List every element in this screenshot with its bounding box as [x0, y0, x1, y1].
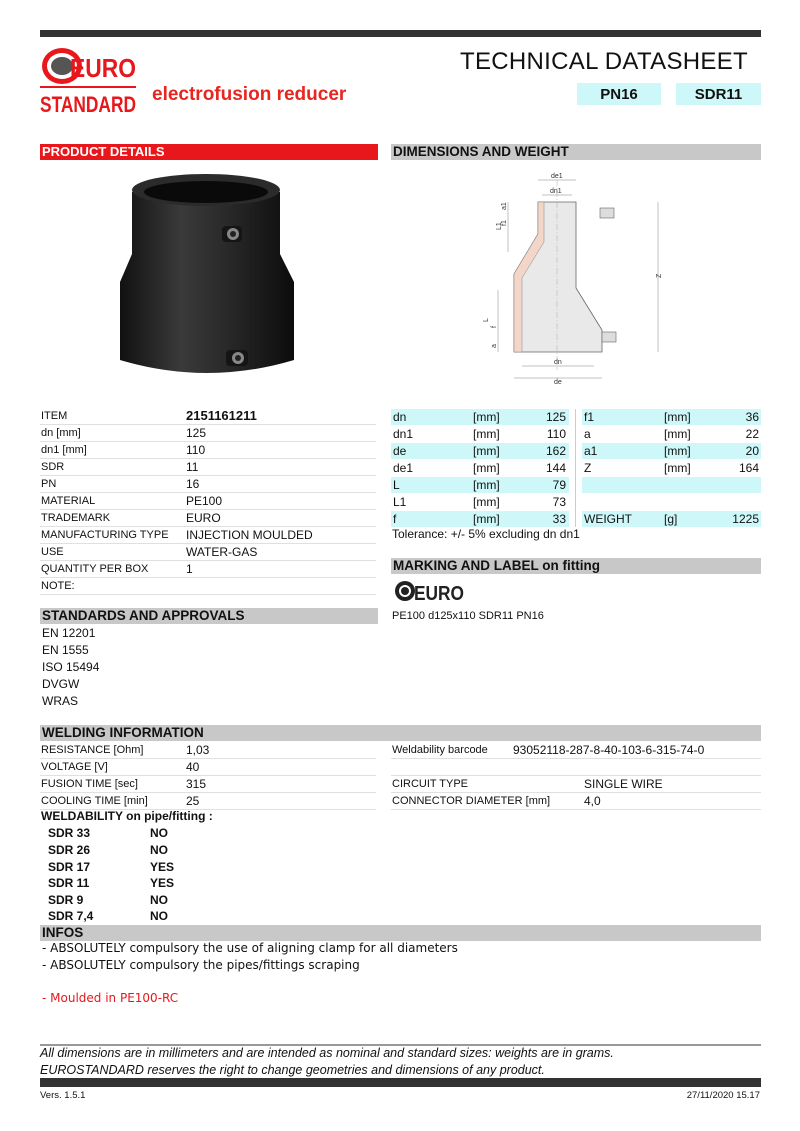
standard-item: ISO 15494	[42, 660, 100, 674]
drawing-label-L: L	[483, 318, 490, 322]
standard-item: EN 1555	[42, 643, 89, 657]
weldability-result: YES	[150, 860, 175, 874]
weldability-sdr: SDR 33	[48, 826, 91, 840]
table-row	[40, 442, 376, 459]
weldability-sdr: SDR 7,4	[48, 909, 94, 923]
item-code: 2151161211	[186, 408, 257, 423]
drawing-label-dn: dn	[554, 359, 562, 366]
dimension-row: L [mm] 79	[391, 477, 569, 493]
info-red-line: - Moulded in PE100-RC	[42, 991, 179, 1005]
document-title: TECHNICAL DATASHEET	[460, 48, 748, 75]
table-row	[40, 476, 376, 493]
row-label: QUANTITY PER BOX	[41, 563, 149, 575]
info-line: - ABSOLUTELY compulsory the use of aligning clamp for all diameters	[42, 941, 458, 955]
dimension-row: dn [mm] 125	[391, 409, 569, 425]
dimensions-header: DIMENSIONS AND WEIGHT	[391, 144, 761, 160]
weldability-sdr: SDR 11	[48, 876, 90, 890]
weldability-result: YES	[150, 876, 175, 890]
drawing-label-f1: f1	[501, 220, 508, 226]
euro-mark-logo	[394, 578, 466, 604]
dimension-row: de [mm] 162	[391, 443, 569, 459]
row-value: 16	[186, 477, 200, 491]
table-row	[40, 425, 376, 442]
pn-badge: PN16	[577, 83, 661, 105]
product-photo	[118, 164, 296, 382]
welding-row-empty	[391, 759, 761, 776]
welding-row: COOLING TIME [min] 25	[40, 793, 376, 810]
drawing-label-L1: L1	[496, 222, 503, 230]
row-value: 110	[186, 443, 206, 457]
product-subtitle: electrofusion reducer	[152, 84, 347, 105]
tolerance-note: Tolerance: +/- 5% excluding dn dn1	[392, 527, 580, 541]
row-label: ITEM	[41, 410, 68, 422]
drawing-label-de1: de1	[551, 173, 563, 180]
table-row	[40, 527, 376, 544]
svg-text:EURO: EURO	[414, 583, 464, 605]
welding-header: WELDING INFORMATION	[40, 725, 761, 741]
product-details-header: PRODUCT DETAILS	[40, 144, 378, 160]
row-label: dn [mm]	[41, 427, 81, 439]
standards-header: STANDARDS AND APPROVALS	[40, 608, 378, 624]
drawing-label-a1: a1	[501, 202, 508, 210]
dimension-row: L1 [mm] 73	[393, 495, 566, 509]
drawing-label-f: f	[491, 326, 498, 328]
row-label: TRADEMARK	[41, 512, 111, 524]
drawing-label-dn1: dn1	[550, 188, 562, 195]
drawing-label-a: a	[491, 344, 498, 348]
row-label: SDR	[41, 461, 65, 473]
top-bar	[40, 30, 761, 37]
dimension-drawing	[468, 170, 668, 388]
dimension-row-empty	[582, 494, 761, 510]
welding-row: Weldability barcode 93052118-287-8-40-103-6-315-74-0	[391, 742, 761, 759]
weldability-sdr: SDR 17	[48, 860, 91, 874]
welding-row: FUSION TIME [sec] 315	[40, 776, 376, 793]
column-divider	[575, 409, 576, 527]
row-label: MATERIAL	[41, 495, 96, 507]
dimension-row: a [mm] 22	[584, 427, 759, 441]
footer-note-1: All dimensions are in millimeters and are intended as nominal and standard sizes: weights are in grams.	[40, 1046, 614, 1060]
dimensions-table	[391, 409, 761, 527]
weldability-sdr: SDR 9	[48, 893, 84, 907]
svg-text:EURO: EURO	[70, 53, 136, 83]
svg-text:STANDARD: STANDARD	[40, 92, 136, 117]
row-value: 1	[186, 562, 193, 576]
row-value: 125	[186, 426, 207, 440]
row-label: USE	[41, 546, 64, 558]
table-row	[40, 408, 376, 425]
sdr-badge: SDR11	[676, 83, 761, 105]
table-row	[40, 510, 376, 527]
weldability-result: NO	[150, 826, 168, 840]
table-row	[40, 561, 376, 578]
info-line: - ABSOLUTELY compulsory the pipes/fittings scraping	[42, 958, 360, 972]
table-row	[40, 544, 376, 561]
bottom-bar	[40, 1078, 761, 1087]
dimension-row: f1 [mm] 36	[584, 410, 759, 424]
row-label: PN	[41, 478, 57, 490]
standard-item: EN 12201	[42, 626, 96, 640]
marking-text: PE100 d125x110 SDR11 PN16	[392, 610, 544, 622]
eurostandard-logo	[40, 44, 140, 117]
table-row	[40, 578, 376, 595]
marking-header: MARKING AND LABEL on fitting	[391, 558, 761, 574]
welding-row: CONNECTOR DIAMETER [mm] 4,0	[391, 793, 761, 810]
row-value: INJECTION MOULDED	[186, 528, 313, 542]
row-label: NOTE:	[41, 580, 75, 592]
standard-item: DVGW	[42, 677, 80, 691]
welding-row: VOLTAGE [V] 40	[40, 759, 376, 776]
weldability-result: NO	[150, 843, 168, 857]
dimension-row-empty	[582, 477, 761, 493]
dimension-row: Z [mm] 164	[584, 461, 759, 475]
row-value: PE100	[186, 494, 223, 508]
infos-header: INFOS	[40, 925, 761, 941]
row-label: MANUFACTURING TYPE	[41, 529, 169, 541]
row-value: EURO	[186, 511, 221, 525]
table-row	[40, 493, 376, 510]
row-label: dn1 [mm]	[41, 444, 87, 456]
table-row	[40, 459, 376, 476]
footer-note-2: EUROSTANDARD reserves the right to change geometries and dimensions of any product.	[40, 1063, 545, 1077]
dimension-row: dn1 [mm] 110	[393, 427, 566, 441]
row-value: WATER-GAS	[186, 545, 258, 559]
weldability-result: NO	[150, 893, 168, 907]
weldability-title: WELDABILITY on pipe/fitting :	[41, 809, 213, 823]
drawing-label-Z: Z	[656, 273, 663, 278]
print-date: 27/11/2020 15.17	[686, 1090, 760, 1101]
weldability-result: NO	[150, 909, 168, 923]
dimension-row: a1 [mm] 20	[584, 444, 759, 458]
row-value: 11	[186, 460, 199, 474]
welding-row: RESISTANCE [Ohm] 1,03	[40, 742, 376, 759]
weight-row: WEIGHT [g] 1225	[584, 512, 759, 526]
welding-row: CIRCUIT TYPE SINGLE WIRE	[391, 776, 761, 793]
dimension-row: f [mm] 33	[391, 511, 569, 527]
drawing-label-de: de	[554, 379, 562, 386]
standard-item: WRAS	[42, 694, 78, 708]
dimension-row: de1 [mm] 144	[393, 461, 566, 475]
version: Vers. 1.5.1	[40, 1090, 86, 1101]
weldability-sdr: SDR 26	[48, 843, 91, 857]
